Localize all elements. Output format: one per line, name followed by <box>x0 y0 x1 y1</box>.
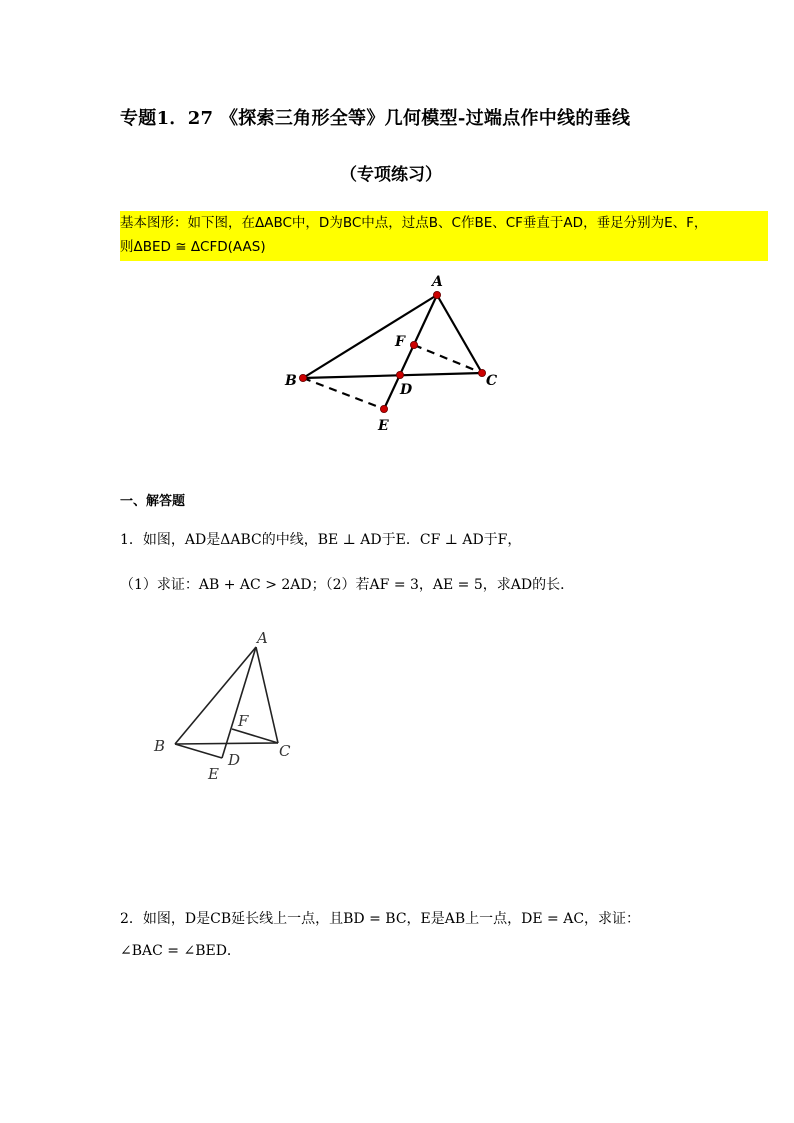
segment-cf <box>232 729 278 743</box>
label-a: A <box>432 274 443 290</box>
segment-cf-dashed <box>414 345 482 373</box>
segment-be-dashed <box>303 378 384 409</box>
basic-figure-line-1: 基本图形：如下图，在ΔABC中，D为BC中点，过点B、C作BE、CF垂直于AD，垂足分别为E、F， <box>120 215 708 231</box>
label-b: B <box>154 737 166 755</box>
label-d: D <box>228 751 241 769</box>
basic-figure-diagram <box>280 268 510 438</box>
basic-figure-box <box>120 211 768 261</box>
page-title: 专题1．27 《探索三角形全等》几何模型-过端点作中线的垂线 <box>120 108 631 129</box>
problem-2-line-1: 2．如图，D是CB延长线上一点，且BD = BC，E是AB上一点，DE = AC，求证： <box>120 911 641 927</box>
segment-be <box>175 744 222 758</box>
problem-1-line-1: 1．如图，AD是ΔABC的中线，BE ⊥ AD于E．CF ⊥ AD于F， <box>120 532 522 548</box>
label-d: D <box>400 382 413 398</box>
segment-ae <box>222 647 256 758</box>
basic-figure-line-2: 则ΔBED ≅ ΔCFD(AAS) <box>120 239 266 255</box>
point-c <box>478 369 485 376</box>
point-b <box>299 374 306 381</box>
section-heading: 一、解答题 <box>120 494 186 509</box>
problem-1-line-2: （1）求证：AB + AC > 2AD；（2）若AF = 3，AE = 5，求AD的长． <box>120 577 575 593</box>
label-b: B <box>285 373 297 389</box>
point-f <box>410 341 417 348</box>
point-e <box>380 405 387 412</box>
label-e: E <box>378 418 389 434</box>
label-e: E <box>208 765 219 783</box>
label-c: C <box>279 742 291 760</box>
segment-ac <box>437 295 482 373</box>
label-c: C <box>486 373 498 389</box>
segment-ac <box>256 647 278 743</box>
segment-bc <box>303 373 482 378</box>
label-f: F <box>395 334 405 350</box>
label-a: A <box>257 629 268 647</box>
point-a <box>433 291 440 298</box>
problem-2-line-2: ∠BAC = ∠BED． <box>120 943 241 959</box>
point-d <box>396 371 403 378</box>
label-f: F <box>238 712 249 730</box>
page-subtitle: （专项练习） <box>340 165 442 185</box>
problem-1-diagram <box>150 625 310 785</box>
